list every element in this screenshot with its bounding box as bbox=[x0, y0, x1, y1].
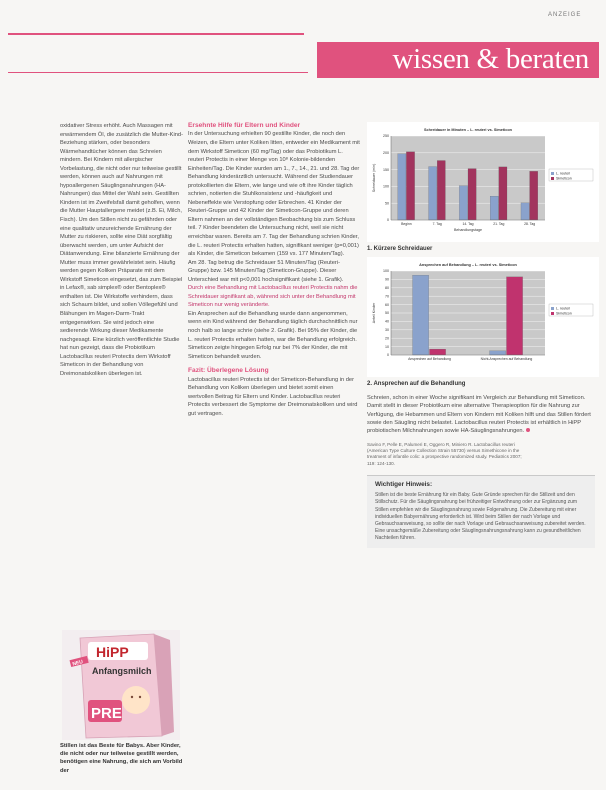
bar bbox=[398, 154, 406, 220]
x-tick-label: 28. Tag bbox=[524, 222, 536, 226]
y-tick-label: 50 bbox=[385, 201, 389, 206]
body-text: Ein Ansprechen auf die Behandlung wurde dann angenommen, wenn ein Kind während der Behandlung täglich durchschnittlich nur noch halb so lange schrie (siehe 2. Grafik). Bei 95% der Kinder, die L. reuteri Protectis erhalten hatten, war die Behandlung erfolgreich. Simeticon zeigte hingegen Erfolg nur bei 7% der Kinder, die mit Simeticon behandelt wurden. bbox=[188, 310, 358, 360]
chart-crying-duration bbox=[367, 122, 599, 245]
section-band bbox=[317, 42, 599, 78]
legend-label: L. reuteri bbox=[556, 171, 571, 176]
legend-swatch bbox=[551, 312, 554, 315]
x-tick-label: Beginn bbox=[401, 222, 412, 226]
legend-swatch bbox=[551, 172, 554, 175]
bar bbox=[507, 276, 523, 354]
legend-swatch bbox=[551, 307, 554, 310]
note-title: Wichtiger Hinweis: bbox=[375, 480, 433, 488]
end-mark bbox=[526, 428, 530, 432]
x-tick-label: 14. Tag bbox=[462, 222, 474, 226]
y-tick-label: 250 bbox=[383, 134, 389, 139]
column-middle bbox=[188, 122, 360, 418]
y-tick-label: 100 bbox=[383, 268, 389, 273]
legend-label: Simeticon bbox=[556, 311, 572, 316]
bar bbox=[468, 169, 476, 220]
legend-label: L. reuteri bbox=[556, 306, 571, 311]
x-tick-label: 21. Tag bbox=[493, 222, 505, 226]
x-tick-label: 7. Tag bbox=[432, 222, 442, 226]
bar bbox=[530, 171, 538, 220]
y-tick-label: 0 bbox=[387, 352, 389, 357]
y-tick-label: 200 bbox=[383, 151, 389, 155]
column-right bbox=[367, 122, 599, 548]
product-variant: PRE bbox=[91, 705, 122, 722]
legend-swatch bbox=[551, 177, 554, 180]
bar bbox=[437, 161, 445, 220]
bar bbox=[459, 186, 467, 220]
ad-label: ANZEIGE bbox=[548, 12, 582, 18]
y-tick-label: 20 bbox=[385, 335, 389, 340]
band-rule bbox=[8, 72, 308, 73]
body-text bbox=[367, 394, 595, 435]
reference: Savino F, Pelle E, Palumeri E, Oggero R, Miniero R. Lactobacillus reuteri (American Type Culture Collection Strain 55730) versus Simethicone in the treatment of infantile colic: a prospective randomized study. Pediatrics 2007; 119: 124-130. bbox=[367, 441, 522, 466]
column-left bbox=[60, 122, 183, 378]
y-tick-label: 150 bbox=[383, 167, 389, 172]
y-tick-label: 100 bbox=[383, 184, 389, 189]
important-note-box bbox=[367, 475, 595, 548]
bar bbox=[490, 196, 498, 220]
note-text: Stillen ist die beste Ernährung für ein Baby. Gute Gründe sprechen für die Stillzeit und den Stillschutz. Für die Säuglingsnahrung bei frühzeitiger Entwöhnung oder zur Ergänzung zum Stillen empfehlen wir die Säuglingsnahrung sowie Folgenahrung. Die Zubereitung mit einer individuellen Babyernährung erforderlich ist. Wird beim Stillen der nach Vorlage und Gebrauchsanweisung, so sollte der nach Vorlage und Gebrauchsanweisung zubereitet werden. Eine unsachgemäße Zubereitung oder Säuglingsnahrungsnahrung kann zu gesundheitlichen Nachteilen führen. bbox=[375, 492, 586, 542]
x-tick-label: Ansprechen auf Behandlung bbox=[408, 356, 451, 361]
chart2-svg bbox=[367, 257, 599, 377]
body-text: Am 28. Tag betrug die Schreidauer 51 Minuten/Tag (Reuteri-Gruppe) bzw. 145 Minuten/Tag (Simeticon-Gruppe). Dieser Unterschied war mit p<0,001 hochsignifikant (siehe 1. Grafik). bbox=[188, 259, 344, 283]
bar bbox=[429, 167, 437, 220]
section-title: wissen & beraten bbox=[392, 43, 589, 75]
y-tick-label: 60 bbox=[385, 302, 389, 307]
body-text: Lactobacillus reuteri Protectis ist der Simeticon-Behandlung in der Behandlung von Koliken überlegen und bietet somit einen wertvollen Beitrag für Eltern und Kinder. Lactobacillus reuteri Protectis verbessert die Symptome der Dreimonatskoliken und wird gut vertragen. bbox=[188, 376, 358, 417]
y-tick-label: 80 bbox=[385, 285, 389, 290]
highlight-text: Durch eine Behandlung mit Lactobacillus reuteri Protectis nahm die Schreidauer signifikant ab, während sich unter der Behandlung mit Simeticon nur wenig veränderte. bbox=[188, 285, 358, 309]
product-package-image bbox=[62, 630, 180, 740]
chart-title: Ansprechen auf Behandlung – L. reuteri vs. Simeticon bbox=[419, 262, 517, 267]
top-rule bbox=[8, 33, 304, 35]
x-axis-label: Behandlungstage bbox=[454, 228, 482, 232]
body-text: In der Untersuchung erhielten 90 gestillte Kinder, die noch den Weizen, die Eltern unter Koliken litten, entweder ein Medikament mit dem Wirkstoff Simeticon (60 mg/Tag) oder das Probiotikum L. reuteri Protectis in einer Menge von 10⁸ Kolonie-bildenden Einheiten/Tag. Die Kinder wurden am 1., 7., 14., 21. und 28. Tag der Behandlung kinderärztlich untersucht. Während der Studiendauer protokollierten die Eltern, wie lange und wie oft ihre Kinder täglich schrien, notierten die Stuhlkonsistenz und -häufigkeit und Nebeneffekte wie Verstopfung oder Erbrechen. 41 Kinder der Reuteri-Gruppe und 42 Kinder der Simeticon-Gruppe und deren Eltern nahmen an der vollständigen Beobachtung bis zum Schluss teil. 7 Kinder beendeten die Untersuchung nicht, weil sie nicht erreichbar waren. Bereits am 7. Tag der Behandlung schrien Kinder, die L. reuteri Protectis erhalten hatten, signifikant weniger (p=0,001) als Kinder, die Simeticon bekamen (159 vs. 177 Minuten/Tag). bbox=[188, 131, 360, 258]
bar bbox=[406, 152, 414, 220]
bar bbox=[499, 167, 507, 220]
heading-conclusion: Fazit: Überlegene Lösung bbox=[188, 367, 269, 375]
y-tick-label: 10 bbox=[385, 344, 389, 349]
legend-label: Simeticon bbox=[556, 176, 572, 181]
product-caption: Stillen ist das Beste für Babys. Aber Kinder, die nicht oder nur teilweise gestillt werden, benötigen eine Nahrung, die sich am Vorbild der bbox=[60, 743, 183, 774]
y-tick-label: 30 bbox=[385, 327, 389, 332]
product-brand: HiPP bbox=[96, 644, 129, 660]
chart-title: Schreidauer in Minuten – L. reuteri vs. Simeticon bbox=[424, 128, 512, 132]
product-badge: NEU bbox=[71, 659, 84, 668]
chart1-svg bbox=[367, 122, 599, 242]
heading-results: Ersehnte Hilfe für Eltern und Kinder bbox=[188, 122, 301, 129]
y-tick-label: 0 bbox=[387, 218, 389, 223]
x-tick-label: Nicht-Ansprechen auf Behandlung bbox=[480, 356, 533, 361]
bar bbox=[521, 203, 529, 220]
y-axis-label: Schreidauer (min) bbox=[372, 163, 376, 193]
chart-response bbox=[367, 257, 599, 380]
body-text-span: Schreien, schon in einer Woche signifikant im Vergleich zur Behandlung mit Simeticon. Damit stellt in dieser Probiotikum eine alternative Therapieoption für die Nahrung zur Verfügung, die Hebammen und Eltern von Kindern mit Koliken hilft und das Stillen fördert sowie den Säugling nicht belastet. Lactobacillus reuteri Protectis ist erhältlich in HiPP probiotischen Milchnahrungen sowie HA-Säuglingsnahrungen. bbox=[367, 395, 591, 435]
y-tick-label: 90 bbox=[385, 277, 389, 282]
y-tick-label: 70 bbox=[385, 293, 389, 298]
y-tick-label: 40 bbox=[385, 319, 389, 324]
body-text: oxidativer Stress erhöht. Auch Massagen mit erwärmendem Öl, die zusätzlich die Mutter-Kind-Beziehung stärken, oder besonders Wärmehandtücher können das Schreien mindern. Bei Kindern mit allergischer Vorbelastung, die nicht oder nur teilweise gestillt werden, können auch auf Nahrungen mit hypoallergenen Säuglingsnahrungen (HA-Nahrungen) das Mittel der Wahl sein. Gestillten Kindern ist im Zweifelsfall damit geholfen, wenn die Mutter Hauptallergene meidet (z.B. Ei, Milch, Fisch). Um den Stillen nicht zu gefährden oder eine qualitativ unzureichende Ernährung der Mutter zu riskieren, sollte eine Diät sorgfältig überwacht werden, um unter Aufsicht der Diätanwendung. Eine bilanzierte Ernährung der Mutter muss immer gewährleistet sein. Häufig werden gegen Koliken Präparate mit dem Wirkstoff Simeticon eingesetzt, das zum Beispiel in Lefax®, sab simplex® oder Bentoplex® enthalten ist. Die Wirkstoffe verhindern, dass sich Schaum bildet, und sollen Völlegefühl und Blähungen im Magen-Darm-Trakt entgegenwirken. Sie wird jedoch eine sedierende Wirkung dieser Medikamente nachgesagt. Eine kürzlich veröffentlichte Studie hat nun gezeigt, dass die Probiotikum Lactobacillus reuteri Protectis dem Wirkstoff Simeticon in der Behandlung von Dreimonatskoliken überlegen ist. bbox=[60, 123, 183, 377]
bar bbox=[413, 275, 429, 355]
chart1-caption: 1. Kürzere Schreidauer bbox=[367, 246, 433, 253]
y-tick-label: 50 bbox=[385, 310, 389, 315]
product-name: Anfangsmilch bbox=[92, 666, 152, 676]
bar bbox=[430, 349, 446, 355]
bar bbox=[490, 350, 506, 354]
chart2-caption: 2. Ansprechen auf die Behandlung bbox=[367, 380, 466, 387]
y-axis-label: Anteil Kinder bbox=[372, 302, 376, 323]
